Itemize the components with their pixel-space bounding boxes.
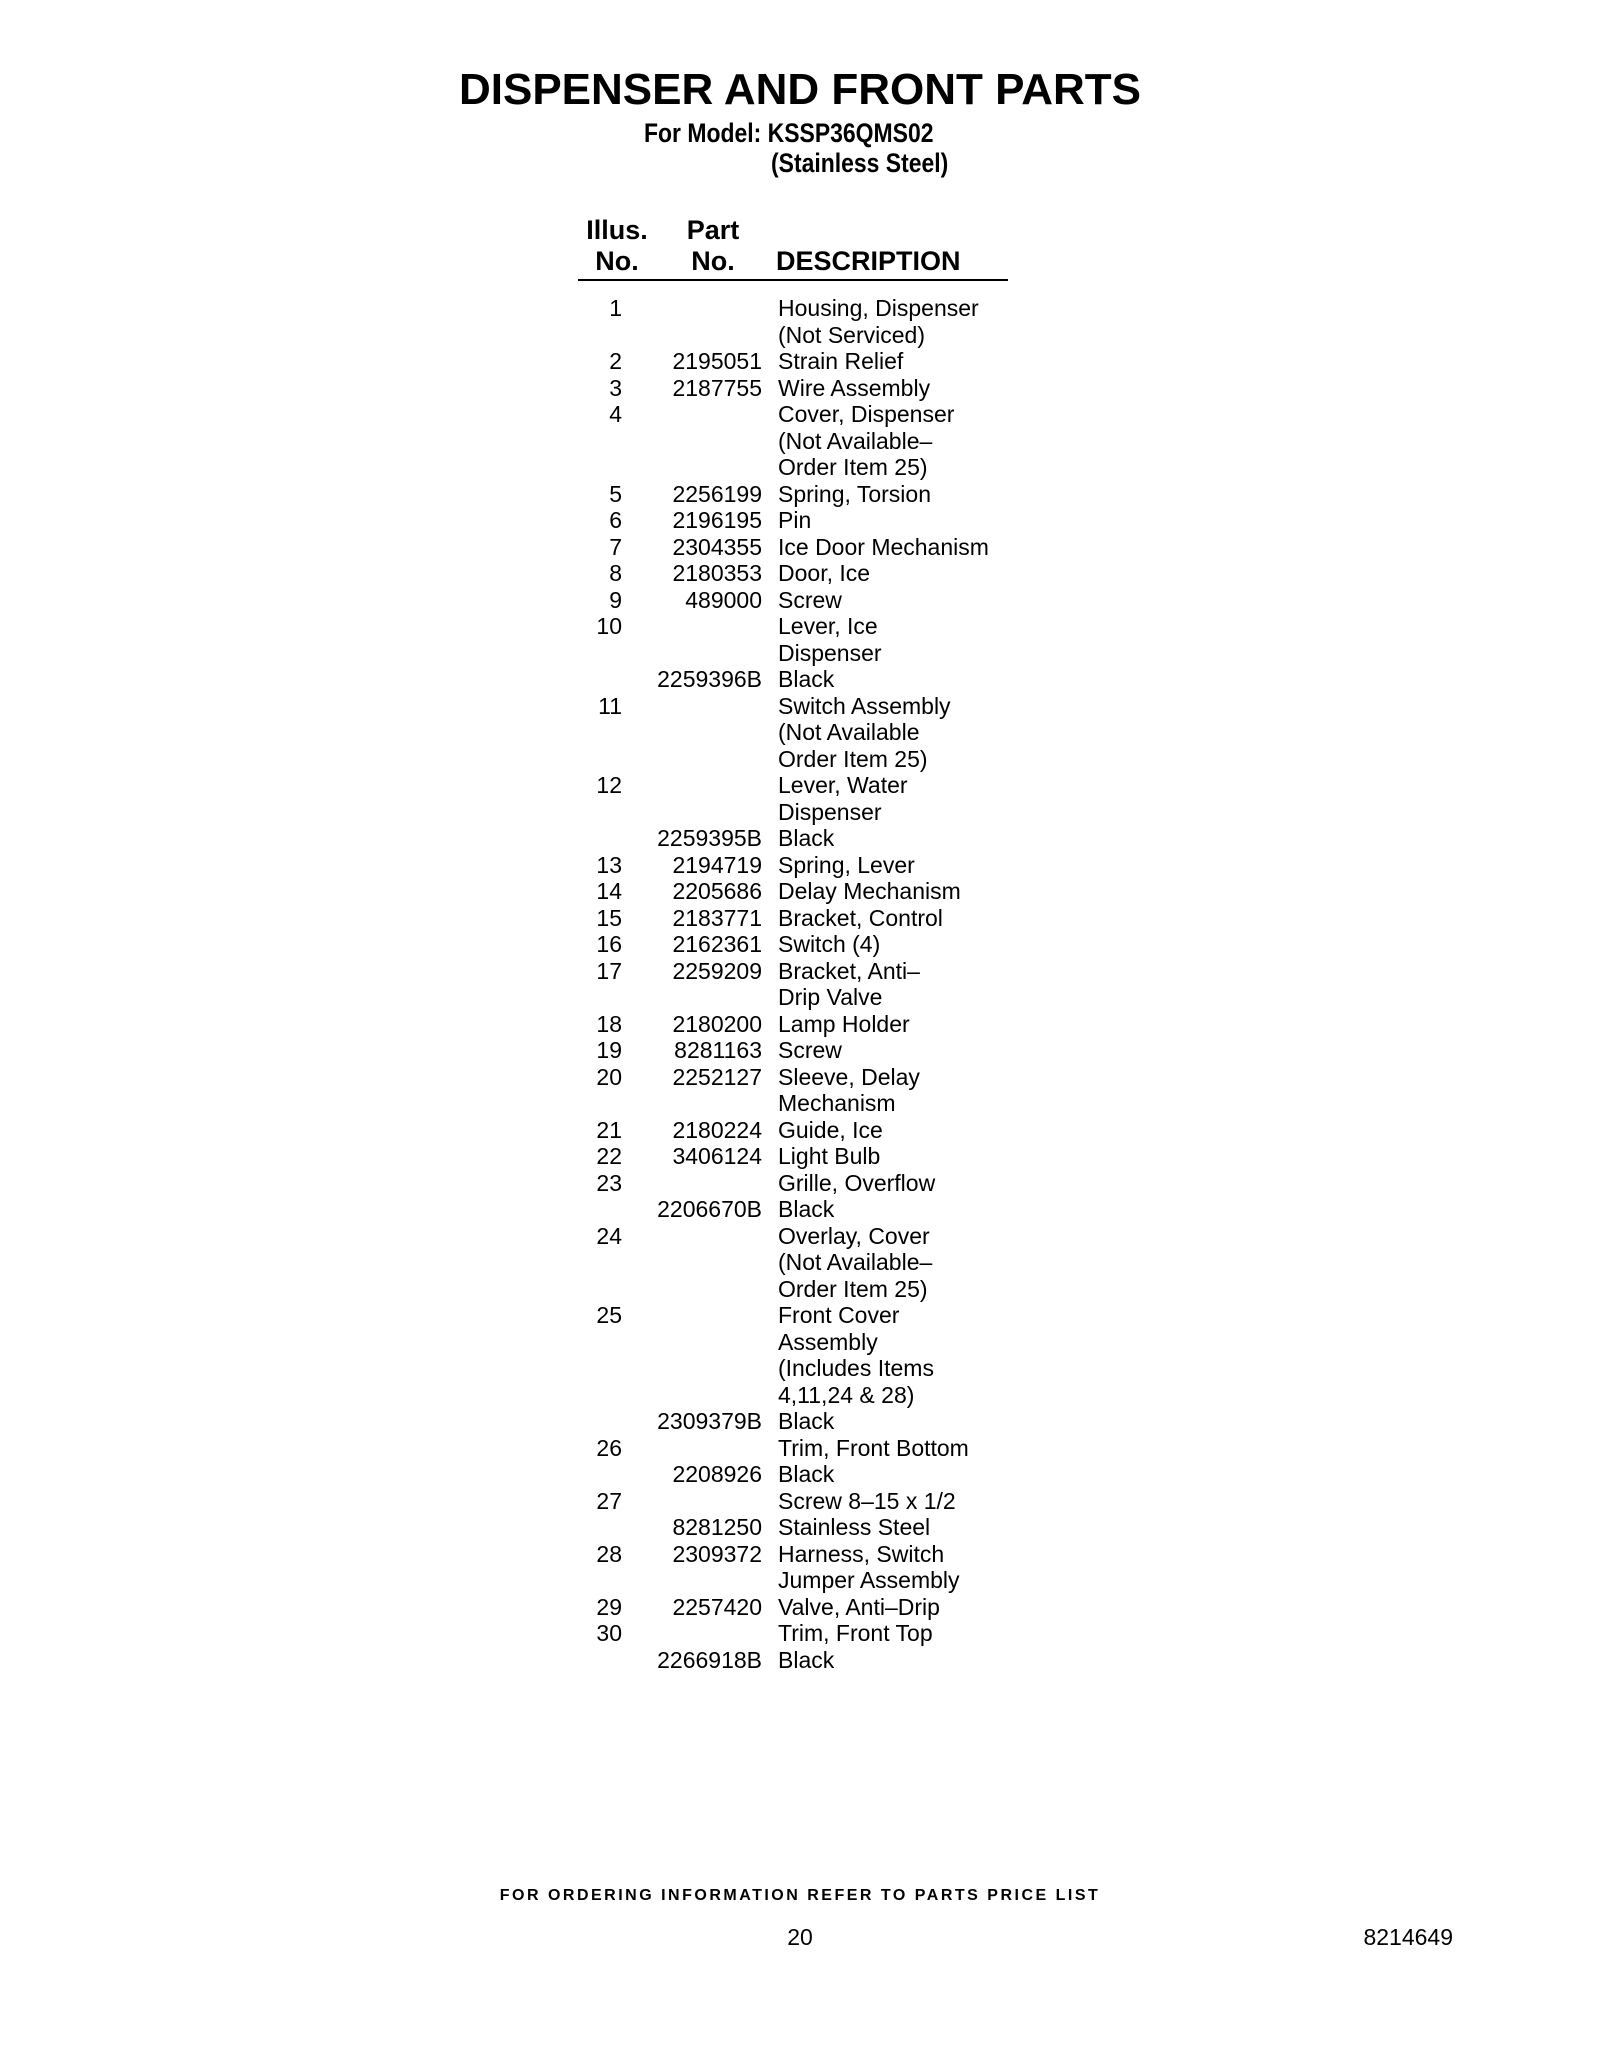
part-description: Bracket, Control <box>778 904 943 931</box>
part-description: Black <box>778 666 835 692</box>
table-row <box>560 613 1060 640</box>
part-description: Guide, Ice <box>778 1116 883 1143</box>
part-number: 2180353 <box>672 560 762 586</box>
part-number: 2195051 <box>672 348 762 374</box>
part-number: 2180200 <box>672 1010 762 1037</box>
part-description: Delay Mechanism <box>778 878 961 904</box>
part-number: 8281250 <box>672 1514 762 1540</box>
part-description: Black <box>778 1646 835 1673</box>
part-description: Black <box>778 1461 835 1487</box>
table-row <box>560 1620 1060 1647</box>
part-number: 2180224 <box>672 1116 762 1143</box>
part-description: Mechanism <box>778 1090 896 1116</box>
table-row <box>560 825 1060 852</box>
part-description: Switch Assembly <box>778 692 951 719</box>
illus-number: 15 <box>596 904 622 931</box>
part-description: Order Item 25) <box>778 1275 928 1302</box>
table-row <box>560 666 1060 693</box>
part-description: (Not Available– <box>778 1249 933 1275</box>
illus-number: 4 <box>609 401 622 427</box>
illus-number: 18 <box>596 1010 622 1037</box>
part-number: 2208926 <box>672 1461 762 1487</box>
illus-number: 27 <box>596 1487 622 1514</box>
table-row <box>560 375 1060 402</box>
illus-number: 6 <box>609 507 622 533</box>
page-number: 20 <box>787 1924 813 1950</box>
part-description: Lamp Holder <box>778 1010 910 1037</box>
part-description: Pin <box>778 507 812 533</box>
table-row <box>560 1329 1060 1356</box>
part-number: 2205686 <box>672 878 762 904</box>
table-row <box>560 1143 1060 1170</box>
table-row <box>560 693 1060 720</box>
part-description: Stainless Steel <box>778 1514 931 1540</box>
part-description: Screw <box>778 586 842 613</box>
table-row <box>560 1223 1060 1250</box>
part-number: 2187755 <box>672 374 762 401</box>
part-number: 2162361 <box>672 931 762 957</box>
part-description: Black <box>778 1196 835 1222</box>
illus-number: 26 <box>596 1434 622 1461</box>
column-header-illus-line2: No. <box>595 246 639 276</box>
part-description: Black <box>778 1408 835 1434</box>
table-row <box>560 958 1060 985</box>
part-description: (Not Available <box>778 719 920 745</box>
part-number: 2259209 <box>672 957 762 984</box>
illus-number: 10 <box>596 613 622 639</box>
illus-number: 29 <box>596 1593 622 1620</box>
part-number: 2309379B <box>657 1408 762 1434</box>
document-number: 8214649 <box>1363 1924 1453 1950</box>
part-number: 2194719 <box>672 851 762 878</box>
part-description: Light Bulb <box>778 1143 881 1169</box>
part-number: 2259395B <box>657 825 762 851</box>
table-row <box>560 1514 1060 1541</box>
table-row <box>560 348 1060 375</box>
table-row <box>560 481 1060 508</box>
table-row <box>560 322 1060 349</box>
part-description: 4,11,24 & 28) <box>778 1381 915 1408</box>
part-description: Screw <box>778 1037 842 1063</box>
table-row <box>560 1488 1060 1515</box>
illus-number: 8 <box>609 560 622 586</box>
part-description: Sleeve, Delay <box>778 1063 920 1090</box>
illus-number: 9 <box>609 586 622 613</box>
part-description: Screw 8–15 x 1/2 <box>778 1487 956 1514</box>
table-row <box>560 905 1060 932</box>
illus-number: 14 <box>596 878 622 904</box>
part-description: Switch (4) <box>778 931 881 957</box>
column-header-description: DESCRIPTION <box>776 246 961 276</box>
illus-number: 30 <box>596 1620 622 1646</box>
table-row <box>560 1117 1060 1144</box>
illus-number: 28 <box>596 1540 622 1567</box>
page-title: DISPENSER AND FRONT PARTS <box>458 65 1142 114</box>
illus-number: 13 <box>596 851 622 878</box>
table-row <box>560 1461 1060 1488</box>
table-row <box>560 878 1060 905</box>
illus-number: 11 <box>598 692 622 719</box>
part-description: Wire Assembly <box>778 374 931 401</box>
table-row <box>560 1355 1060 1382</box>
column-header-illus-line1: Illus. <box>586 215 648 245</box>
table-row <box>560 1249 1060 1276</box>
parts-list <box>560 295 1060 1673</box>
part-description: Cover, Dispenser <box>778 401 955 427</box>
part-number: 2256199 <box>672 480 762 507</box>
illus-number: 24 <box>596 1222 622 1249</box>
table-row <box>560 746 1060 773</box>
part-number: 2259396B <box>657 666 762 692</box>
illus-number: 20 <box>596 1063 622 1090</box>
part-description: Grille, Overflow <box>778 1169 936 1196</box>
table-row <box>560 507 1060 534</box>
table-row <box>560 1037 1060 1064</box>
part-description: Lever, Water <box>778 772 908 798</box>
part-description: (Not Available– <box>778 427 933 454</box>
table-row <box>560 1567 1060 1594</box>
illus-number: 16 <box>596 931 622 957</box>
part-number: 2257420 <box>672 1593 762 1620</box>
table-row <box>560 1302 1060 1329</box>
part-number: 2304355 <box>672 533 762 560</box>
finish-line: (Stainless Steel) <box>771 148 949 178</box>
part-number: 2206670B <box>657 1196 762 1222</box>
part-description: Valve, Anti–Drip <box>778 1593 940 1620</box>
table-row <box>560 401 1060 428</box>
table-row <box>560 428 1060 455</box>
table-row <box>560 931 1060 958</box>
part-description: Bracket, Anti– <box>778 957 920 984</box>
part-description: Harness, Switch <box>778 1540 945 1567</box>
part-description: Lever, Ice <box>778 613 878 639</box>
table-row <box>560 1170 1060 1197</box>
part-description: Drip Valve <box>778 984 883 1010</box>
column-header-part-line2: No. <box>691 246 735 276</box>
part-number: 2266918B <box>657 1646 762 1673</box>
part-description: Spring, Torsion <box>778 480 931 507</box>
table-row <box>560 799 1060 826</box>
illus-number: 3 <box>609 374 622 401</box>
table-row <box>560 719 1060 746</box>
table-row <box>560 1541 1060 1568</box>
table-row <box>560 1382 1060 1409</box>
table-row <box>560 1276 1060 1303</box>
part-description: Dispenser <box>778 639 882 666</box>
model-line: For Model: KSSP36QMS02 <box>644 118 934 148</box>
illus-number: 21 <box>596 1116 622 1143</box>
part-description: Front Cover <box>778 1302 900 1328</box>
illus-number: 12 <box>596 772 622 798</box>
table-row <box>560 1090 1060 1117</box>
table-row <box>560 1196 1060 1223</box>
table-row <box>560 587 1060 614</box>
table-row <box>560 1435 1060 1462</box>
illus-number: 1 <box>609 295 622 321</box>
table-row <box>560 454 1060 481</box>
part-description: Dispenser <box>778 798 882 825</box>
column-header-part-line1: Part <box>686 215 740 245</box>
table-row <box>560 1064 1060 1091</box>
table-row <box>560 772 1060 799</box>
part-description: Order Item 25) <box>778 454 928 480</box>
illus-number: 25 <box>596 1302 622 1328</box>
part-number: 2183771 <box>672 904 762 931</box>
illus-number: 5 <box>609 480 622 507</box>
table-row <box>560 1011 1060 1038</box>
part-description: (Not Serviced) <box>778 321 925 348</box>
illus-number: 17 <box>596 957 622 984</box>
table-row <box>560 534 1060 561</box>
part-description: Trim, Front Bottom <box>778 1434 969 1461</box>
table-row <box>560 560 1060 587</box>
part-description: Overlay, Cover <box>778 1222 930 1249</box>
part-number: 2252127 <box>672 1063 762 1090</box>
part-description: Strain Relief <box>778 348 904 374</box>
header-rule <box>578 279 1008 281</box>
table-row <box>560 984 1060 1011</box>
part-description: Housing, Dispenser <box>778 295 979 321</box>
part-number: 8281163 <box>674 1037 762 1063</box>
part-description: Spring, Lever <box>778 851 915 878</box>
part-number: 2196195 <box>672 507 762 533</box>
part-number: 2309372 <box>672 1540 762 1567</box>
part-description: Ice Door Mechanism <box>778 533 989 560</box>
illus-number: 22 <box>596 1143 622 1169</box>
table-row <box>560 1647 1060 1674</box>
part-description: Door, Ice <box>778 560 871 586</box>
illus-number: 19 <box>596 1037 622 1063</box>
part-number: 489000 <box>685 586 762 613</box>
illus-number: 7 <box>609 533 622 560</box>
part-description: Trim, Front Top <box>778 1620 933 1646</box>
illus-number: 2 <box>609 348 622 374</box>
table-row <box>560 852 1060 879</box>
ordering-note: FOR ORDERING INFORMATION REFER TO PARTS PRICE LIST <box>499 1887 1101 1904</box>
part-description: Black <box>778 825 835 851</box>
table-row <box>560 1408 1060 1435</box>
part-description: Jumper Assembly <box>778 1567 960 1593</box>
part-description: Order Item 25) <box>778 745 928 772</box>
table-row <box>560 295 1060 322</box>
part-number: 3406124 <box>672 1143 762 1169</box>
table-row <box>560 640 1060 667</box>
part-description: (Includes Items <box>778 1355 934 1381</box>
part-description: Assembly <box>778 1328 878 1355</box>
table-row <box>560 1594 1060 1621</box>
illus-number: 23 <box>596 1169 622 1196</box>
